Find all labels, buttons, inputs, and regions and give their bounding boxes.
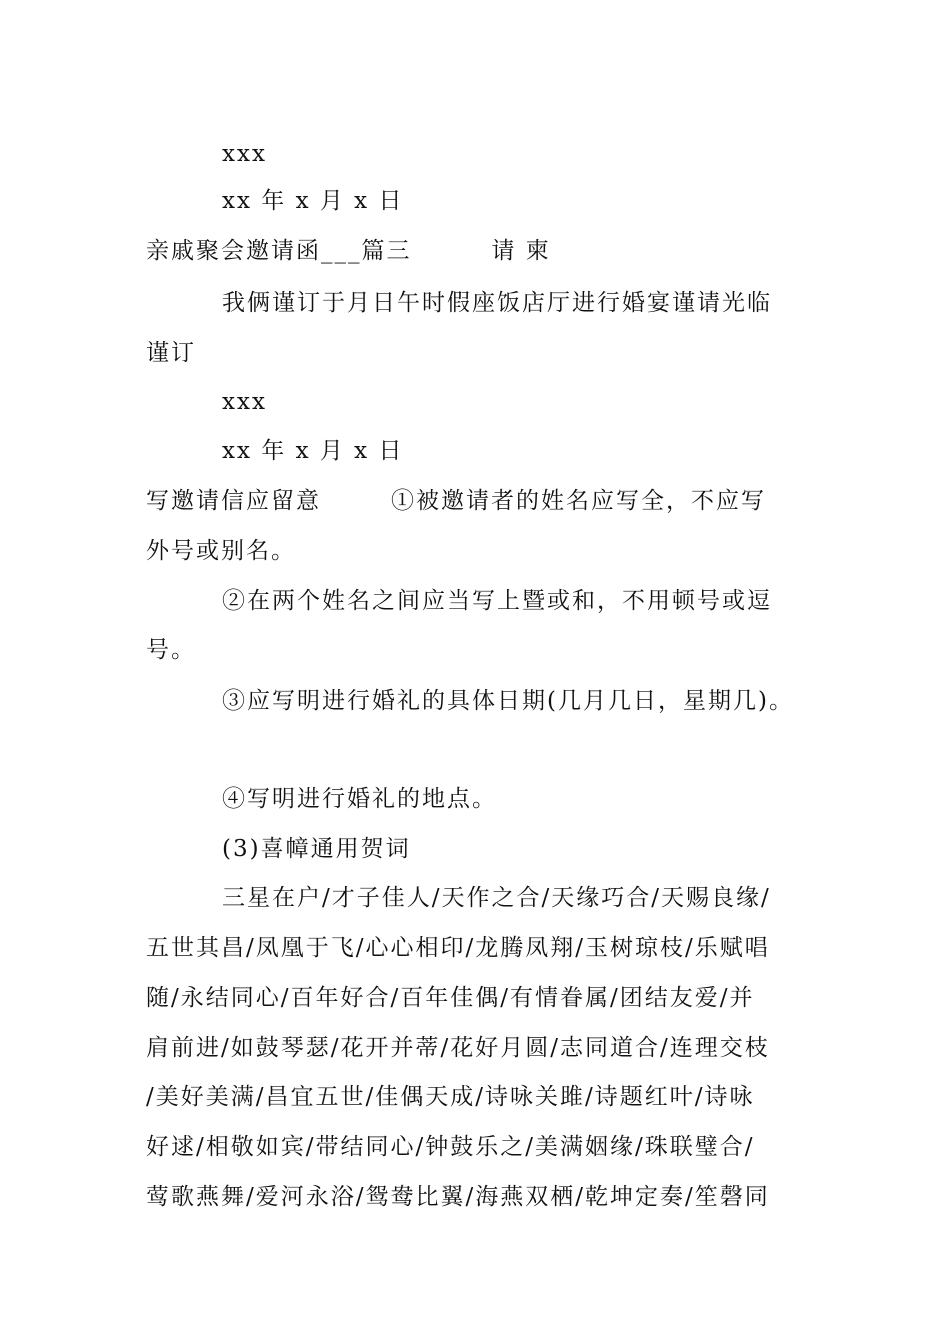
note-2: ②在两个姓名之间应当写上暨或和，不用顿号或逗 — [222, 588, 772, 614]
notes-title: 写邀请信应留意 — [146, 488, 321, 514]
greetings-line-4: 肩前进/如鼓琴瑟/花开并蒂/花好月圆/志同道合/连理交枝 — [146, 1035, 770, 1061]
invitation-title: 请 柬 — [491, 238, 551, 264]
signature-date-2: xx 年 x 月 x 日 — [222, 438, 404, 464]
signature-name: xxx — [222, 141, 267, 167]
invitation-body: 我俩谨订于月日午时假座饭店厅进行婚宴谨请光临 — [222, 290, 772, 316]
note-3: ③应写明进行婚礼的具体日期(几月几日，星期几)。 — [222, 688, 794, 714]
note-2-continued: 号。 — [146, 637, 196, 663]
note-1: ①被邀请者的姓名应写全，不应写 — [391, 488, 766, 514]
section-heading-line — [146, 236, 551, 266]
greetings-heading: (3)喜幛通用贺词 — [222, 836, 411, 862]
greetings-line-3: 随/永结同心/百年好合/百年佳偶/有情眷属/团结友爱/并 — [146, 985, 755, 1011]
signature-date: xx 年 x 月 x 日 — [222, 188, 404, 214]
notes-heading-line — [146, 486, 766, 516]
greetings-line-7: 莺歌燕舞/爱河永浴/鸳鸯比翼/海燕双栖/乾坤定奏/笙磬同 — [146, 1184, 770, 1210]
section-title: 亲戚聚会邀请函___篇三 — [146, 238, 412, 264]
invitation-closing: 谨订 — [146, 340, 196, 366]
note-4: ④写明进行婚礼的地点。 — [222, 786, 497, 812]
greetings-line-5: /美好美满/昌宜五世/佳偶天成/诗咏关雎/诗题红叶/诗咏 — [146, 1084, 755, 1110]
greetings-line-2: 五世其昌/凤凰于飞/心心相印/龙腾凤翔/玉树琼枝/乐赋唱 — [146, 935, 770, 961]
greetings-line-6: 好逑/相敬如宾/带结同心/钟鼓乐之/美满姻缘/珠联璧合/ — [146, 1134, 755, 1160]
greetings-line-1: 三星在户/才子佳人/天作之合/天缘巧合/天赐良缘/ — [222, 885, 771, 911]
note-1-continued: 外号或别名。 — [146, 538, 296, 564]
signature-name-2: xxx — [222, 389, 267, 415]
